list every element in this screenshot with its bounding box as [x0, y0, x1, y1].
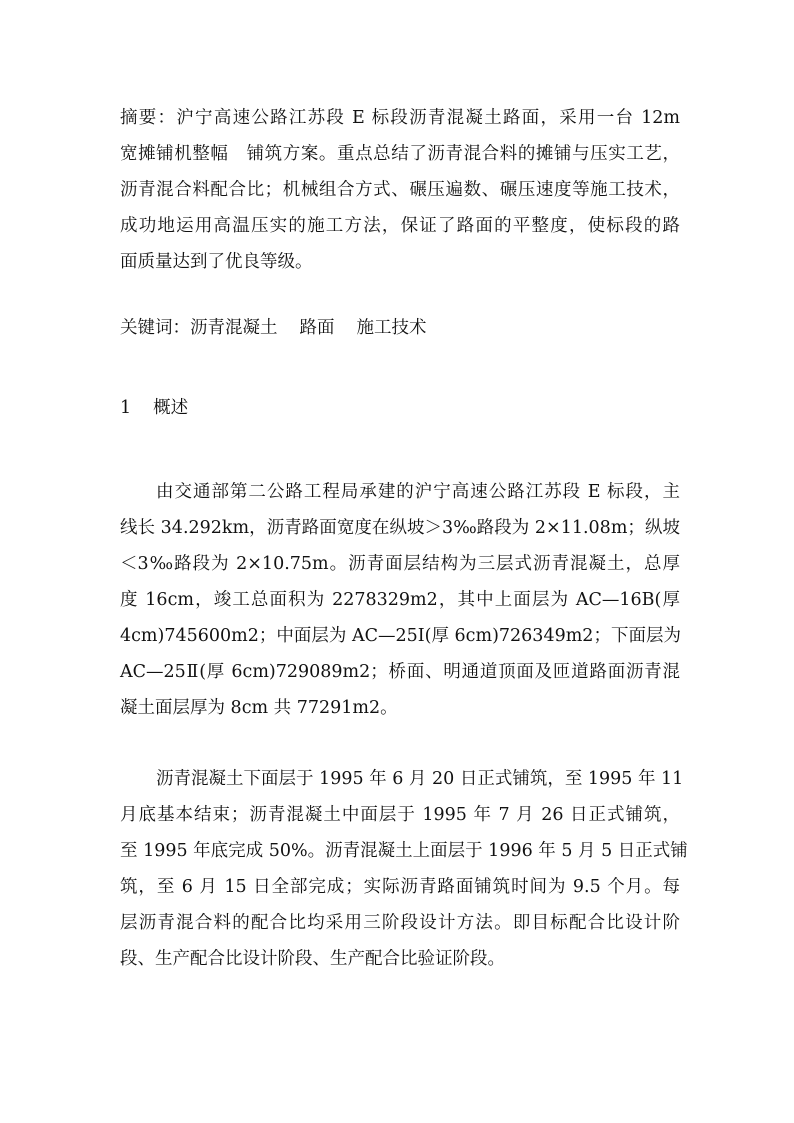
paragraph-overview: [120, 474, 680, 726]
paragraph-line: 筑，至 6 月 15 日全部完成；实际沥青路面铺筑时间为 9.5 个月。每: [120, 877, 680, 897]
paragraph-line: 层沥青混合料的配合比均采用三阶段设计方法。即目标配合比设计阶: [120, 913, 680, 933]
paragraph-schedule: [120, 761, 688, 977]
keywords-label: 关键词：: [120, 318, 190, 338]
paragraph-line: 凝土面层厚为 8cm 共 77291m2。: [120, 698, 398, 718]
abstract-line: 面质量达到了优良等级。: [120, 252, 313, 272]
keyword: 沥青混凝土: [190, 318, 278, 338]
paragraph-line: 度 16cm，竣工总面积为 2278329m2，其中上面层为 AC—16B(厚: [120, 590, 680, 610]
paragraph-line: 线长 34.292km，沥青路面宽度在纵坡＞3‰路段为 2×11.08m；纵坡: [120, 518, 680, 538]
paragraph-line: ＜3‰路段为 2×10.75m。沥青面层结构为三层式沥青混凝土，总厚: [120, 554, 680, 574]
paragraph-line: AC—25Ⅱ(厚 6cm)729089m2；桥面、明通道顶面及匝道路面沥青混: [120, 662, 680, 682]
keyword: 路面: [299, 318, 335, 338]
section-heading-line: [120, 390, 680, 426]
keyword: 施工技术: [356, 318, 427, 338]
keywords-line: [120, 310, 680, 346]
section-number: 1: [120, 398, 132, 418]
keywords: [120, 310, 680, 346]
abstract-line: 沥青混合料配合比；机械组合方式、碾压遍数、碾压速度等施工技术，: [120, 180, 680, 200]
abstract: [120, 100, 680, 280]
section-heading: [120, 390, 680, 426]
paragraph-line: 月底基本结束；沥青混凝土中面层于 1995 年 7 月 26 日正式铺筑，: [120, 805, 680, 825]
paragraph-line: 4cm)745600m2；中面层为 AC—25Ⅰ(厚 6cm)726349m2；下面层为: [120, 626, 681, 646]
section-title: 概述: [153, 398, 189, 418]
abstract-line: 摘要：沪宁高速公路江苏段 E 标段沥青混凝土路面，采用一台 12m: [120, 108, 680, 128]
abstract-line: 宽摊铺机整幅 铺筑方案。重点总结了沥青混合料的摊铺与压实工艺，: [120, 144, 680, 164]
paragraph-line: 由交通部第二公路工程局承建的沪宁高速公路江苏段 E 标段，主: [156, 482, 680, 502]
paragraph-line: 段、生产配合比设计阶段、生产配合比验证阶段。: [120, 949, 505, 969]
abstract-line: 成功地运用高温压实的施工方法，保证了路面的平整度，使标段的路: [120, 216, 680, 236]
paragraph-line: 沥青混凝土下面层于 1995 年 6 月 20 日正式铺筑，至 1995 年 11: [156, 769, 684, 789]
paragraph-line: 至 1995 年底完成 50%。沥青混凝土上面层于 1996 年 5 月 5 日正式铺: [120, 841, 688, 861]
